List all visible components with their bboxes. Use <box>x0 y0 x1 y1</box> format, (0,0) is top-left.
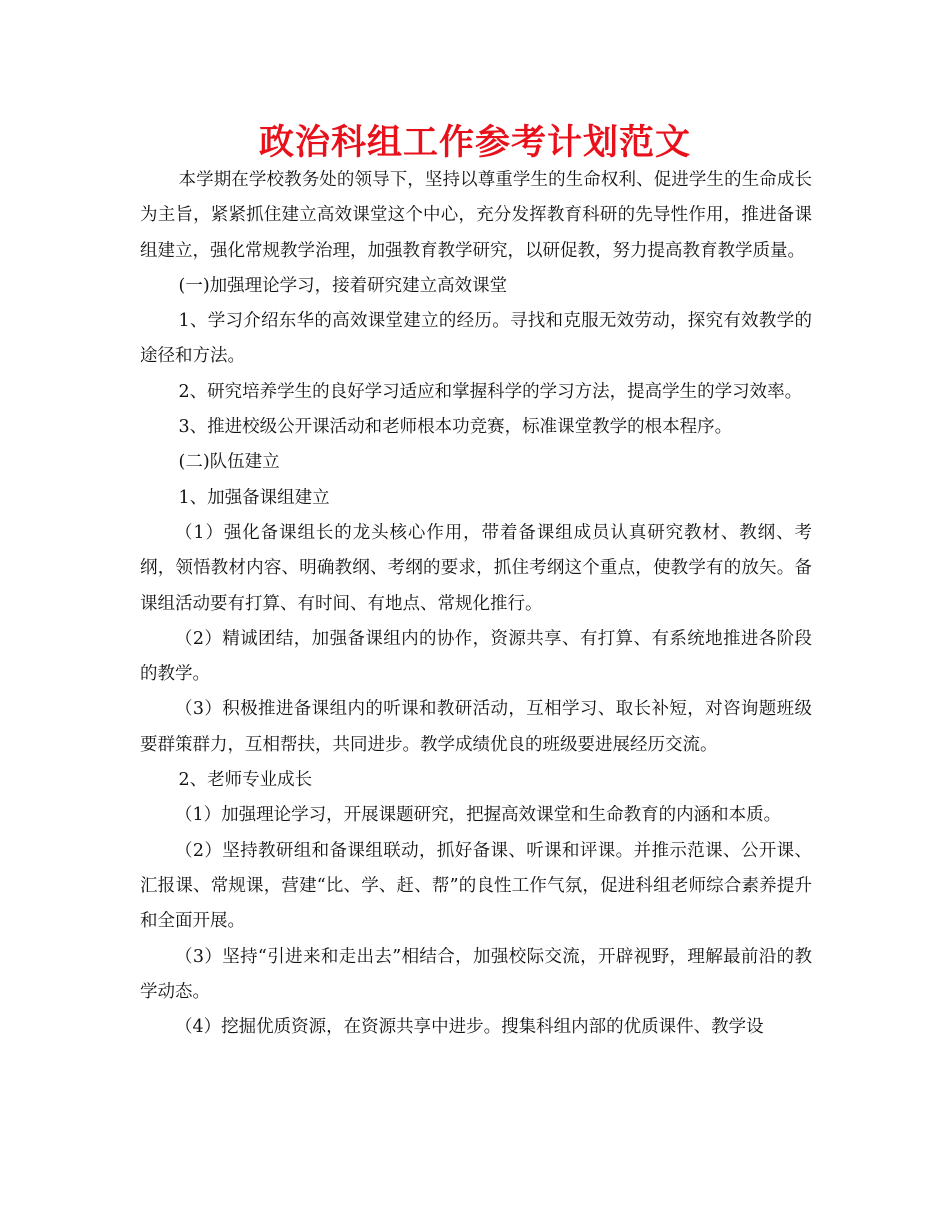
section-heading-2: (二)队伍建立 <box>178 452 280 473</box>
paragraph-intro: 本学期在学校教务处的领导下，坚持以尊重学生的生命权利、促进学生的生命成长为主旨，紧紧抓住建立高效课堂这个中心，充分发挥教育科研的先导性作用，推进备课组建立，强化常规教学治理，加强教育教学研究，以研促教，努力提高教育教学质量。 <box>140 170 812 261</box>
list-item: （3）积极推进备课组内的听课和教研活动，互相学习、取长补短，对咨询题班级要群策群力，互相帮扶，共同进步。教学成绩优良的班级要进展经历交流。 <box>140 699 812 755</box>
list-item: 2、研究培养学生的良好学习适应和掌握科学的学习方法，提高学生的学习效率。 <box>178 381 803 402</box>
subsection-heading: 1、加强备课组建立 <box>178 487 330 508</box>
subsection-heading: 2、老师专业成长 <box>178 770 313 791</box>
section-heading-1: (一)加强理论学习，接着研究建立高效课堂 <box>178 275 508 296</box>
list-item: （1）强化备课组长的龙头核心作用，带着备课组成员认真研究教材、教纲、考纲，领悟教材内容、明确教纲、考纲的要求，抓住考纲这个重点，使教学有的放矢。备课组活动要有打算、有时间、有地点、常规化推行。 <box>140 522 812 614</box>
list-item: （2）精诚团结，加强备课组内的协作，资源共享、有打算、有系统地推进各阶段的教学。 <box>140 628 812 685</box>
document-title: 政治科组工作参考计划范文 <box>258 123 691 163</box>
list-item: （3）坚持“引进来和走出去”相结合，加强校际交流，开辟视野，理解最前沿的教学动态。 <box>140 946 812 1002</box>
list-item: 3、推进校级公开课活动和老师根本功竞赛，标准课堂教学的根本程序。 <box>178 417 733 438</box>
list-item: 1、学习介绍东华的高效课堂建立的经历。寻找和克服无效劳动，探究有效教学的途径和方法。 <box>140 311 812 367</box>
list-item: （4）挖掘优质资源，在资源共享中进步。搜集科组内部的优质课件、教学设 <box>175 1017 764 1038</box>
list-item: （1）加强理论学习，开展课题研究，把握高效课堂和生命教育的内涵和本质。 <box>175 805 782 826</box>
document-body <box>140 163 812 1045</box>
list-item: （2）坚持教研组和备课组联动，抓好备课、听课和评课。并推示范课、公开课、汇报课、常规课，营建“比、学、赶、帮”的良性工作气氛，促进科组老师综合素养提升和全面开展。 <box>140 840 812 932</box>
